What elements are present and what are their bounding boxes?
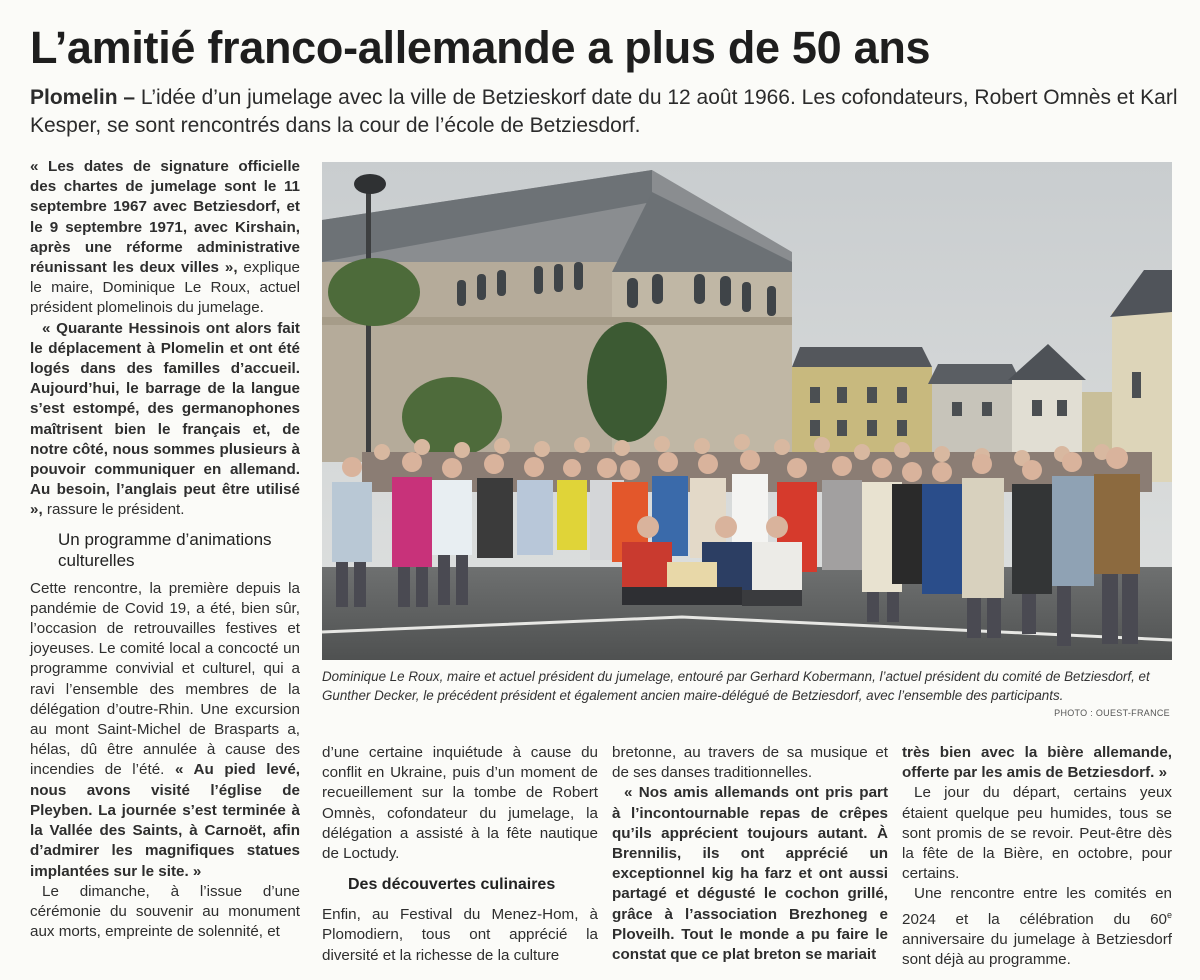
group-photo [322,162,1172,660]
paragraph: Le dimanche, à l’issue d’une cérémonie du souvenir au monument aux morts, empreinte de solennité, et [30,882,300,941]
photo-caption: Dominique Le Roux, maire et actuel président du jumelage, entouré par Gerhard Kobermann, l’actuel président du comité de Betziesdorf, et Gunther Decker, le précédent président et également ancien maire-délégué de Betziesdorf, avec l’ensemble des participants. [322,669,1150,703]
lead-dateline: Plomelin – [30,86,136,109]
paragraph: d’une certaine inquiétude à cause du conflit en Ukraine, puis d’un moment de recueillement sur la tombe de Robert Omnès, cofondateur du jumelage, la délégation a assisté à la fête nautique de Loctudy. [322,744,598,863]
quote-text: « Les dates de signature officielle des chartes de jumelage sont le 11 septembre 1967 avec Betziesdorf, et le 9 septembre 1971, avec Kirshain, après une réforme administrative réunissant les deux villes », [30,158,300,277]
superscript: e [1166,909,1172,920]
paragraph [30,579,300,882]
subheading: Un programme d’animations culturelles [58,529,272,570]
quote-text: « Quarante Hessinois ont alors fait le déplacement à Plomelin et ont été logés dans des familles d’accueil. Aujourd’hui, le barrage de la langue s’est estompé, des germanophones maîtrisent bien le français et, de notre côté, nous sommes plusieurs à pouvoir communiquer en allemand. Au besoin, l’anglais peut être utilisé », [30,319,300,519]
paragraph-text: Une rencontre entre les comités en 2024 et la célébration du 60 [902,885,1172,928]
paragraph [902,884,1172,970]
quote-paragraph: « Nos amis allemands ont pris part à l’incontournable repas de crêpes qu’ils apprécient toujours autant. À Brennilis, ils ont apprécié un exceptionnel kig ha farz et ont aussi partagé et dégusté le cochon grillé, grâce à l’association Brezhoneg e Ploveilh. Tout le monde a pu faire le constat que ce plat breton se mariait [612,784,888,964]
paragraph: bretonne, au travers de sa musique et de ses danses traditionnelles. [612,744,888,782]
article-column-4 [902,743,1172,970]
photo-credit: PHOTO : OUEST-FRANCE [1054,708,1170,718]
article-headline: L’amitié franco-allemande a plus de 50 ans [30,22,931,73]
article-lead [30,84,1180,140]
quote-text: « Au pied levé, nous avons visité l’église de Pleyben. La journée s’est terminée à la Vallée des Saints, à Carnoët, afin d’admirer les magnifiques statues implantées sur le site. » [30,761,300,880]
lead-text: L’idée d’un jumelage avec la ville de Betzieskorf date du 12 août 1966. Les cofondateurs, Robert Omnès et Karl Kesper, se sont rencontrés dans la cour de l’école de Betziesdorf. [30,86,1178,137]
paragraph: Le jour du départ, certains yeux étaient quelque peu humides, tous se sont promis de se revoir. Peut-être dès la fête de la Bière, en octobre, pour certains. [902,784,1172,883]
paragraph [30,157,300,319]
paragraph-text: anniversaire du jumelage à Betziesdorf sont déjà au programme. [902,930,1172,969]
subheading: Des découvertes culinaires [348,876,556,894]
paragraph-text: Cette rencontre, la première depuis la pandémie de Covid 19, a été, bien sûr, l’occasion de retrouvailles festives et joyeuses. Le comité local a concocté un programme convivial et culturel, qui a ravi l’ensemble des membres de la délégation d’outre-Rhin. Une excursion au mont Saint-Michel de Brasparts a, hélas, dû être annulée à cause des incendies de l’été. [30,579,300,779]
article-column-1 [30,157,300,942]
paragraph: Enfin, au Festival du Menez-Hom, à Plomodiern, tous ont apprécié la diversité et la richesse de la culture [322,906,598,964]
article-column-2 [322,743,598,966]
paragraph-text: explique le maire, Dominique Le Roux, actuel président plomelinois du jumelage. [30,259,300,317]
paragraph-text: rassure le président. [42,501,185,519]
group-photo-illustration [322,162,1172,660]
quote-paragraph: très bien avec la bière allemande, offerte par les amis de Betziesdorf. » [902,744,1172,782]
paragraph [30,319,300,521]
article-column-3 [612,743,888,965]
